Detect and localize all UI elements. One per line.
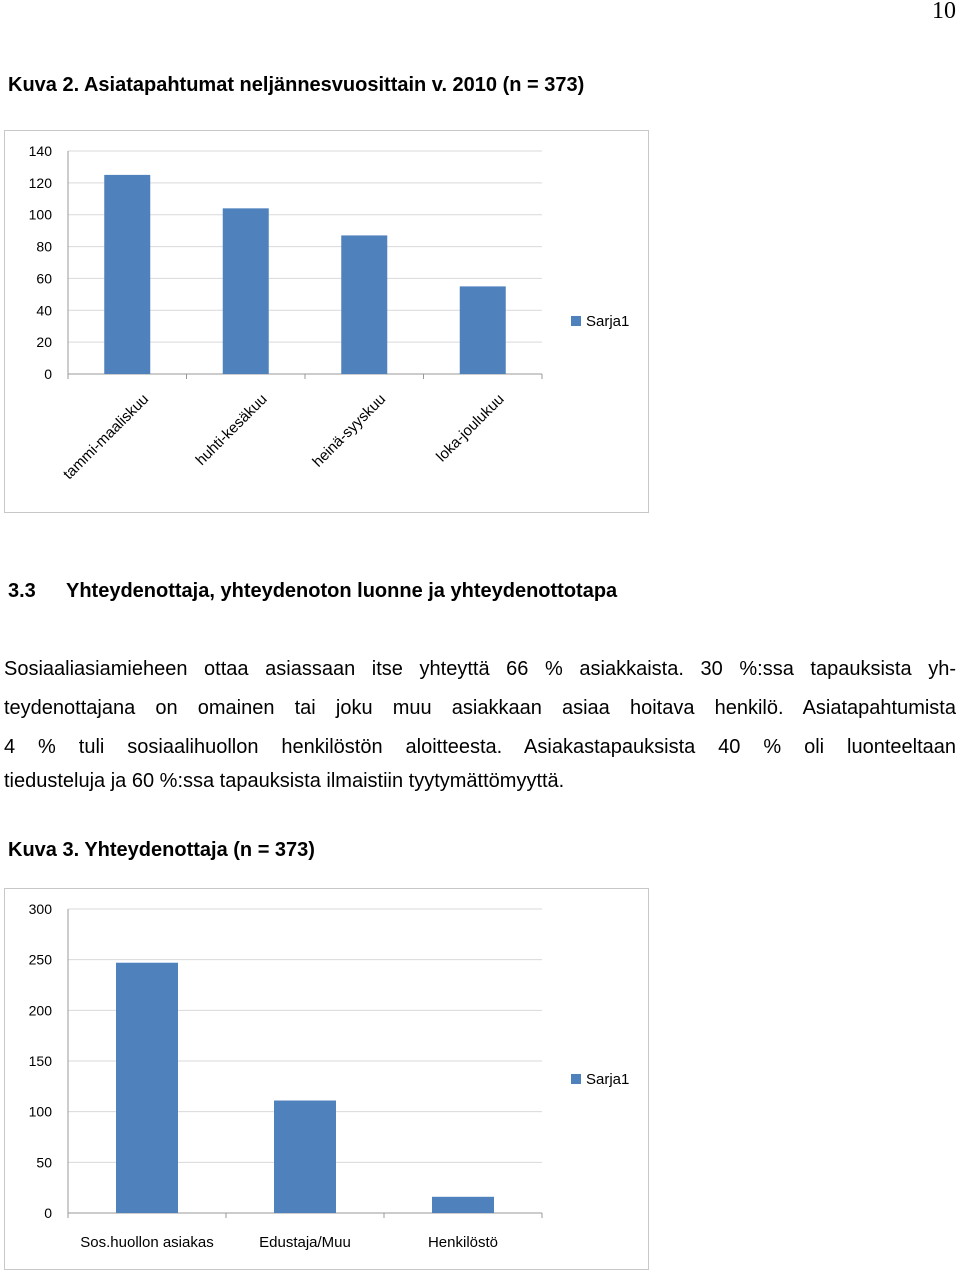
y-tick-label: 60 — [36, 270, 52, 287]
paragraph-line: Sosiaaliasiamieheen ottaa asiassaan itse yhteyttä 66 % asiakkaista. 30 %:ssa tapauksista yh- — [4, 658, 956, 680]
y-tick-label: 250 — [28, 951, 52, 968]
bar — [432, 1197, 494, 1213]
page-number: 10 — [932, 0, 956, 24]
chart-1-frame — [4, 130, 649, 513]
section-title: Yhteydenottaja, yhteydenoton luonne ja yhteydenottotapa — [66, 580, 618, 602]
section-heading — [8, 580, 617, 603]
x-tick-label: loka-joulukuu — [433, 390, 508, 466]
y-tick-label: 140 — [28, 143, 52, 159]
x-tick-label: heinä-syyskuu — [309, 390, 390, 471]
x-tick-label: tammi-maaliskuu — [59, 390, 153, 483]
y-tick-label: 300 — [28, 901, 52, 917]
y-tick-label: 200 — [28, 1002, 52, 1019]
chart-quarterly-events — [5, 131, 648, 512]
section-number: 3.3 — [8, 580, 36, 602]
bar — [104, 175, 150, 374]
y-tick-label: 150 — [28, 1053, 52, 1069]
y-tick-label: 100 — [28, 1103, 52, 1120]
x-tick-label: Henkilöstö — [427, 1234, 499, 1251]
figure-3-caption: Kuva 3. Yhteydenottaja (n = 373) — [8, 839, 315, 861]
y-tick-label: 80 — [36, 238, 52, 255]
y-tick-label: 100 — [28, 206, 52, 223]
x-tick-label: huhti-kesäkuu — [192, 390, 271, 469]
chart-2-frame — [4, 888, 649, 1270]
legend-swatch — [571, 1074, 581, 1084]
bar — [460, 286, 506, 374]
paragraph-line: teydenottajana on omainen tai joku muu asiakkaan asiaa hoitava henkilö. Asiatapahtumista — [4, 697, 956, 719]
x-tick-label: Edustaja/Muu — [259, 1234, 351, 1251]
x-tick-label: Sos.huollon asiakas — [80, 1234, 214, 1251]
bar — [223, 208, 269, 374]
bar — [116, 963, 178, 1213]
legend-swatch — [571, 316, 581, 326]
y-tick-label: 20 — [36, 334, 52, 351]
y-tick-label: 0 — [44, 1205, 52, 1221]
legend-label: Sarja1 — [586, 313, 630, 330]
y-tick-label: 40 — [36, 302, 52, 319]
bar — [341, 235, 387, 374]
bar — [274, 1101, 336, 1213]
y-tick-label: 0 — [44, 366, 52, 382]
paragraph-line: 4 % tuli sosiaalihuollon henkilöstön aloitteesta. Asiakastapauksista 40 % oli luonteeltaan — [4, 736, 956, 758]
chart-contact-initiator — [5, 889, 648, 1269]
legend-label: Sarja1 — [586, 1071, 630, 1088]
y-tick-label: 120 — [28, 174, 52, 191]
figure-2-caption: Kuva 2. Asiatapahtumat neljännesvuosittain v. 2010 (n = 373) — [8, 74, 585, 96]
paragraph-line: tiedusteluja ja 60 %:ssa tapauksista ilmaistiin tyytymättömyyttä. — [4, 770, 565, 792]
y-tick-label: 50 — [36, 1154, 52, 1171]
